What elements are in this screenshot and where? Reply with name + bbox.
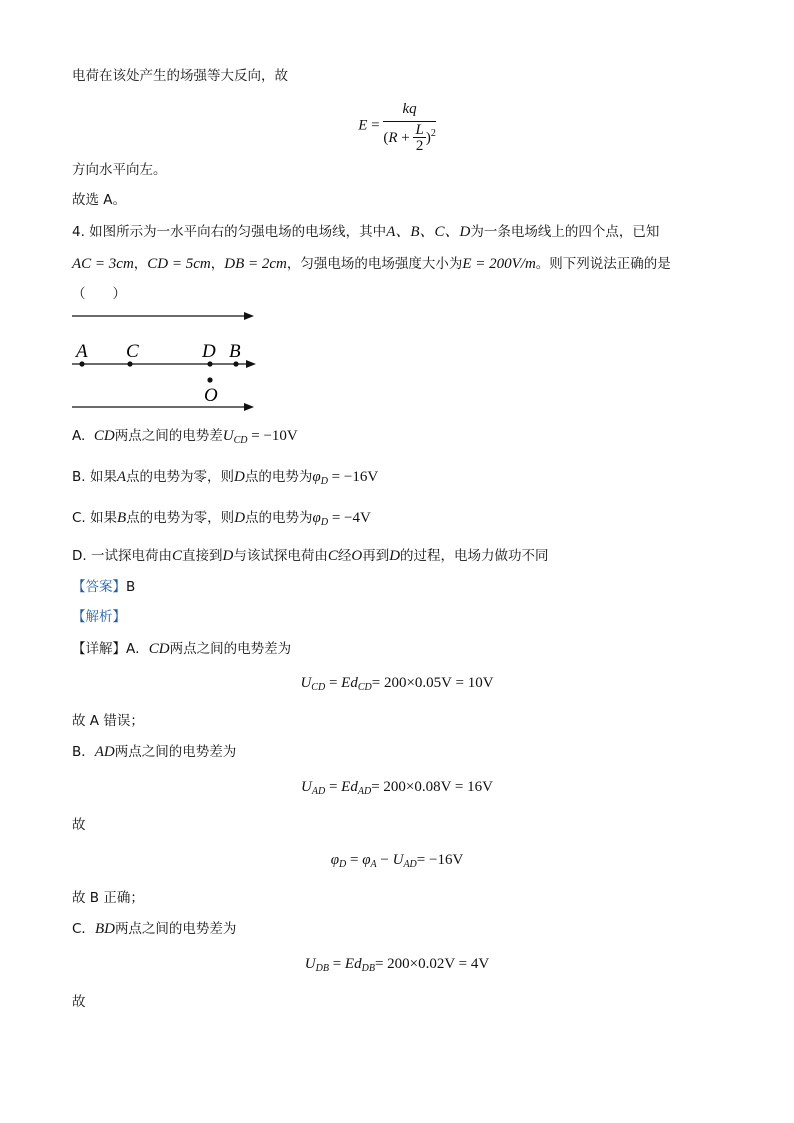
numerator: kq bbox=[383, 98, 435, 122]
value: = −4V bbox=[328, 510, 371, 526]
value: = −16V bbox=[327, 469, 379, 485]
subscript: CD bbox=[311, 682, 326, 693]
option-c bbox=[72, 508, 371, 533]
option-text: 一试探电荷由 bbox=[86, 548, 172, 564]
question-number: 4. bbox=[72, 224, 85, 240]
point-O-dot bbox=[207, 377, 212, 382]
option-text: 与该试探电荷由 bbox=[233, 548, 328, 564]
sentence: 故 A 错误； bbox=[72, 713, 144, 729]
given-CD: CD = 5cm bbox=[147, 256, 211, 272]
var: U bbox=[304, 956, 316, 972]
equation-phiD bbox=[0, 849, 794, 876]
text-line bbox=[72, 160, 167, 180]
label-D: D bbox=[202, 341, 216, 362]
answer-tag: 【答案】 bbox=[72, 579, 126, 595]
var: Ed bbox=[341, 779, 358, 795]
var: Ed bbox=[344, 956, 362, 972]
sentence: 故 bbox=[72, 817, 86, 833]
var: φ bbox=[312, 469, 321, 485]
text-line bbox=[72, 190, 126, 210]
option-label: A. bbox=[72, 428, 86, 444]
option-a bbox=[72, 426, 298, 451]
var: φ bbox=[312, 510, 321, 526]
var-R: R bbox=[388, 130, 398, 146]
subscript: D bbox=[320, 517, 329, 528]
step-label: C． bbox=[72, 921, 95, 937]
text-line bbox=[72, 815, 86, 835]
sentence: 故选 A。 bbox=[72, 192, 127, 208]
given-AC: AC = 3cm bbox=[72, 256, 134, 272]
option-label: D. bbox=[72, 548, 87, 564]
points: A、B、C、D bbox=[386, 224, 471, 240]
option-d bbox=[72, 546, 549, 566]
var: U bbox=[300, 675, 312, 691]
subscript: DB bbox=[361, 963, 375, 974]
option-text: 点的电势为零，则 bbox=[126, 469, 235, 485]
point-B-dot bbox=[233, 361, 238, 366]
answer-blank bbox=[72, 284, 126, 304]
subscript: D bbox=[339, 859, 347, 870]
step-text: 两点之间的电势差为 bbox=[114, 744, 237, 760]
step-label: A． bbox=[126, 641, 149, 657]
label-O: O bbox=[204, 385, 218, 406]
subscript: DB bbox=[315, 963, 329, 974]
exponent: 2 bbox=[430, 128, 436, 139]
eq-sign: = bbox=[325, 675, 342, 691]
value: = −16V bbox=[416, 852, 464, 868]
option-text: 点的电势为零，则 bbox=[126, 510, 235, 526]
option-text: 的过程，电场力做功不同 bbox=[400, 548, 549, 564]
sentence: 故 B 正确； bbox=[72, 890, 144, 906]
value: = 200×0.02V = 4V bbox=[374, 956, 490, 972]
var: O bbox=[351, 548, 363, 564]
sentence: 方向水平向左。 bbox=[72, 162, 167, 178]
given-DB: DB = 2cm bbox=[224, 256, 287, 272]
option-label: B. bbox=[72, 469, 86, 485]
subscript: AD bbox=[357, 786, 372, 797]
var: A bbox=[116, 469, 127, 485]
equation-UDB bbox=[0, 953, 794, 980]
var: Ed bbox=[341, 675, 358, 691]
sentence: 故 bbox=[72, 994, 86, 1010]
fraction bbox=[383, 98, 435, 153]
equation-UAD bbox=[0, 776, 794, 803]
text-line bbox=[72, 711, 144, 731]
analysis-line bbox=[72, 607, 126, 627]
var: U bbox=[222, 428, 234, 444]
option-label: C. bbox=[72, 510, 86, 526]
stem-text: 如图所示为一水平向右的匀强电场的电场线，其中 bbox=[84, 224, 387, 240]
label-A: A bbox=[76, 341, 88, 362]
text-line bbox=[72, 888, 144, 908]
equation-field-strength bbox=[0, 98, 794, 153]
answer-value: B bbox=[126, 579, 136, 595]
step-label: B． bbox=[72, 744, 95, 760]
label-B: B bbox=[229, 341, 241, 362]
field-line-diagram bbox=[68, 304, 268, 416]
var: φ bbox=[330, 852, 339, 868]
value: = 200×0.05V = 10V bbox=[371, 675, 494, 691]
var: U bbox=[392, 852, 404, 868]
value: = −10V bbox=[247, 428, 298, 444]
text-line bbox=[72, 992, 86, 1012]
var: AD bbox=[94, 744, 115, 760]
question-stem: AC = 3cm，CD = 5cm，DB = 2cm，匀强电场的电场强度大小为E = 200V/m。则下列说法正确的是 bbox=[72, 256, 671, 272]
var: U bbox=[301, 779, 312, 795]
eq-sign: = bbox=[325, 779, 342, 795]
detail-line bbox=[72, 639, 291, 659]
option-text: 点的电势为 bbox=[245, 510, 313, 526]
label-C: C bbox=[126, 341, 139, 362]
eq-sign: = bbox=[367, 117, 384, 134]
option-text: 点的电势为 bbox=[244, 469, 313, 485]
var: φ bbox=[362, 852, 371, 868]
var: C bbox=[327, 548, 338, 564]
var: D bbox=[234, 510, 246, 526]
step-text: 两点之间的电势差为 bbox=[114, 921, 237, 937]
option-text: 直接到 bbox=[182, 548, 223, 564]
digit: 2 bbox=[415, 138, 424, 155]
answer-line bbox=[72, 577, 135, 597]
field-line-bottom bbox=[72, 403, 254, 411]
equation-UCD bbox=[0, 672, 794, 699]
var: D bbox=[222, 548, 234, 564]
small-fraction bbox=[413, 124, 425, 153]
option-b bbox=[72, 467, 378, 492]
sentence: 电荷在该处产生的场强等大反向，故 bbox=[72, 68, 288, 84]
subscript: D bbox=[320, 476, 328, 487]
given-E: E = 200V/m bbox=[462, 256, 536, 272]
subscript: AD bbox=[311, 786, 326, 797]
field-line-top bbox=[72, 312, 254, 320]
var: D bbox=[389, 548, 401, 564]
detail-tag: 【详解】 bbox=[72, 641, 126, 657]
step-text: 两点之间的电势差为 bbox=[169, 641, 292, 657]
var: BD bbox=[94, 921, 115, 937]
var: CD bbox=[148, 641, 170, 657]
subscript: A bbox=[370, 859, 377, 870]
question-stem bbox=[72, 222, 659, 242]
option-text: 如果 bbox=[85, 469, 117, 485]
stem-text: 。则下列说法正确的是 bbox=[535, 256, 671, 272]
option-text: 两点之间的电势差 bbox=[114, 428, 223, 444]
subscript: CD bbox=[357, 682, 372, 693]
var: CD bbox=[93, 428, 115, 444]
var: B bbox=[117, 510, 127, 526]
analysis-tag: 【解析】 bbox=[72, 609, 126, 625]
eq-symbol: E bbox=[358, 117, 368, 134]
option-text: 如果 bbox=[85, 510, 118, 526]
var-L: L bbox=[415, 122, 424, 139]
step-line bbox=[72, 919, 236, 939]
point-D-dot bbox=[207, 361, 212, 366]
eq-sign: = bbox=[346, 852, 363, 868]
point-C-dot bbox=[127, 361, 132, 366]
point-A-dot bbox=[79, 361, 84, 366]
option-text: 经 bbox=[337, 548, 352, 564]
blank-paren: （ ） bbox=[72, 286, 126, 302]
eq-sign: = bbox=[328, 956, 345, 972]
value: = 200×0.08V = 16V bbox=[371, 779, 493, 795]
var: C bbox=[171, 548, 182, 564]
step-line bbox=[72, 742, 236, 762]
stem-text: 为一条电场线上的四个点，已知 bbox=[470, 224, 660, 240]
stem-text: ，匀强电场的电场强度大小为 bbox=[286, 256, 463, 272]
subscript: AD bbox=[403, 859, 417, 870]
denominator: (R + $\frac{L}{2}$ )$^2$ bbox=[383, 122, 436, 155]
var: D bbox=[234, 469, 245, 485]
subscript: CD bbox=[233, 435, 248, 446]
option-text: 再到 bbox=[362, 548, 390, 564]
minus: − bbox=[376, 852, 393, 868]
text-line bbox=[72, 66, 288, 86]
